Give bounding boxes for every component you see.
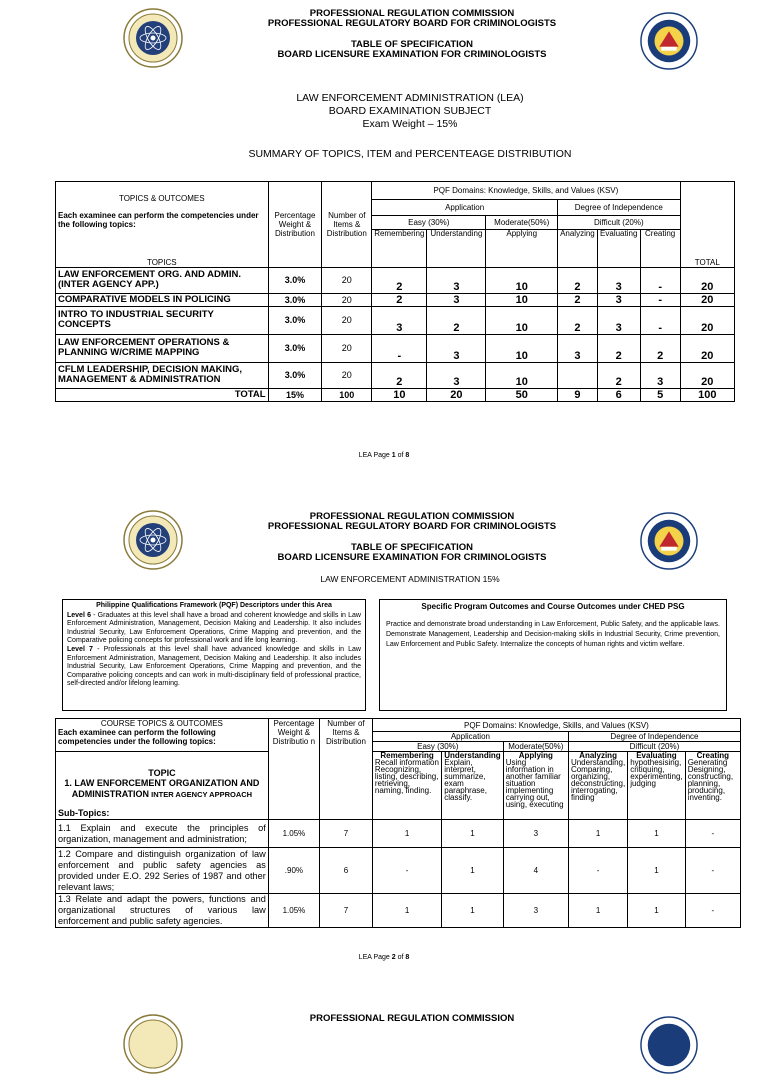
easy-header: Easy (30%) — [372, 215, 486, 229]
table-row — [56, 306, 735, 334]
pqf-level7 — [67, 646, 361, 689]
evaluating-header: Evaluating — [597, 229, 640, 267]
understanding-desc: Explain, interpret, summarize, exam paraphrase, classify. — [444, 758, 487, 802]
remembering-desc: Recall information Recognizing, listing, describing, retrieving, naming, finding. — [374, 758, 439, 795]
footer-prefix: LEA Page — [358, 954, 392, 961]
row-total: 20 — [680, 293, 734, 306]
row-eva: 3 — [597, 267, 640, 293]
row-rem: 2 — [372, 293, 427, 306]
row-rem: 2 — [372, 362, 427, 388]
row-cre: - — [640, 267, 680, 293]
creating-header: Creating — [696, 751, 730, 760]
row-cre: - — [640, 306, 680, 334]
page-footer-2 — [0, 954, 768, 961]
total-app: 50 — [486, 388, 558, 401]
topic-main — [58, 778, 266, 800]
row-cre: 3 — [640, 362, 680, 388]
row-items: 20 — [322, 362, 372, 388]
understanding-cell — [442, 752, 503, 820]
row-pct: .90% — [268, 848, 319, 894]
row-eva: 2 — [597, 362, 640, 388]
row-rem: 2 — [372, 267, 427, 293]
pct-header: Percentage Weight & Distribution — [268, 182, 322, 268]
topic-main-suffix: INTER AGENCY APPROACH — [149, 790, 253, 799]
level7-label: Level 7 — [67, 645, 93, 653]
row-und: 2 — [427, 306, 486, 334]
row-und: 3 — [427, 267, 486, 293]
row-rem: 1 — [372, 820, 441, 848]
difficult-header: Difficult (20%) — [558, 215, 681, 229]
row-app: 10 — [486, 293, 558, 306]
table-row — [56, 894, 741, 928]
row-items: 20 — [322, 293, 372, 306]
total-label: TOTAL — [56, 388, 269, 401]
remembering-header: Remembering — [380, 751, 434, 760]
total-pct: 15% — [268, 388, 322, 401]
competency-note: Each examinee can perform the following competencies under the following topics: — [58, 728, 216, 746]
row-pct: 3.0% — [268, 334, 322, 362]
table-row — [56, 848, 741, 894]
row-topic: COMPARATIVE MODELS IN POLICING — [56, 293, 269, 306]
total-items: 100 — [322, 388, 372, 401]
row-topic: CFLM LEADERSHIP, DECISION MAKING, MANAGEMENT & ADMINISTRATION — [56, 362, 269, 388]
topics-label: TOPICS — [56, 229, 269, 267]
understanding-header: Understanding — [427, 229, 486, 267]
row-total: 20 — [680, 267, 734, 293]
moderate-header: Moderate(50%) — [486, 215, 558, 229]
row-app: 3 — [503, 820, 568, 848]
row-eva: 1 — [628, 894, 685, 928]
subtopics-label: Sub-Topics: — [58, 808, 110, 818]
row-ana: 3 — [558, 334, 598, 362]
header-commission: PROFESSIONAL REGULATION COMMISSION — [309, 511, 515, 522]
row-app: 4 — [503, 848, 568, 894]
row-ana: 1 — [568, 894, 627, 928]
level7-text: - Professionals at this level shall have advanced knowledge and skills in Law Enforcement Administration, Management, Decision Making and Leadership. It also includes Industrial Security, Law Enforcement Operations, Crime Mapping and prevention, and the Comparative policing concepts and can work in multi-disciplinary field of professional practice, self-directed and/or lifelong learning. — [67, 645, 361, 688]
row-topic: LAW ENFORCEMENT OPERATIONS & PLANNING W/CRIME MAPPING — [56, 334, 269, 362]
footer-total-pages: 8 — [405, 954, 410, 961]
row-topic: LAW ENFORCEMENT ORG. AND ADMIN. (INTER AGENCY APP.) — [56, 267, 269, 293]
row-items: 7 — [320, 894, 373, 928]
header-commission: PROFESSIONAL REGULATION COMMISSION — [309, 1013, 515, 1024]
row-app: 10 — [486, 362, 558, 388]
understanding-header: Understanding — [444, 751, 501, 760]
row-app: 10 — [486, 267, 558, 293]
remembering-cell — [372, 752, 441, 820]
row-cre: - — [685, 820, 740, 848]
row-app: 10 — [486, 306, 558, 334]
analyzing-cell — [568, 752, 627, 820]
table-row — [56, 267, 735, 293]
subtopic-text: 1.1 Explain and execute the principles of organization, management and administration; — [56, 820, 269, 848]
row-cre: 2 — [640, 334, 680, 362]
ched-outcomes-box — [379, 599, 727, 711]
topics-outcomes-label: TOPICS & OUTCOMES — [118, 194, 205, 203]
evaluating-header: Evaluating — [636, 751, 677, 760]
row-rem: - — [372, 848, 441, 894]
applying-header: Applying — [518, 751, 553, 760]
pqf-box-title: Philippine Qualifications Framework (PQF) Descriptors under this Area — [96, 602, 332, 609]
application-header: Application — [372, 732, 568, 742]
row-pct: 1.05% — [268, 894, 319, 928]
table-row — [56, 362, 735, 388]
footer-prefix: LEA Page — [358, 452, 392, 459]
header-commission: PROFESSIONAL REGULATION COMMISSION — [309, 8, 515, 19]
table-row — [56, 293, 735, 306]
summary-table — [55, 181, 735, 402]
evaluating-cell — [628, 752, 685, 820]
total-cre: 5 — [640, 388, 680, 401]
row-und: 3 — [427, 293, 486, 306]
row-items: 6 — [320, 848, 373, 894]
row-eva: 1 — [628, 848, 685, 894]
creating-header: Creating — [640, 229, 680, 267]
row-und: 3 — [427, 334, 486, 362]
header-board: PROFESSIONAL REGULATORY BOARD FOR CRIMINOLOGISTS — [267, 521, 557, 532]
header-board: PROFESSIONAL REGULATORY BOARD FOR CRIMINOLOGISTS — [267, 18, 557, 29]
table-row — [56, 334, 735, 362]
total-ana: 9 — [558, 388, 598, 401]
row-und: 1 — [442, 894, 503, 928]
level6-text: - Graduates at this level shall have a broad and coherent knowledge and skills in Law Enforcement Administration, Management, Decision Making and Leadership. It also includes Industrial Security, Law Enforcement Operations, Crime Mapping and prevention, and the Comparative policing concepts for professional work and life long learning. — [67, 611, 361, 645]
footer-of: of — [395, 452, 406, 459]
row-app: 10 — [486, 334, 558, 362]
creating-cell — [685, 752, 740, 820]
table-row — [56, 820, 741, 848]
header-licensure: BOARD LICENSURE EXAMINATION FOR CRIMINOLOGISTS — [277, 552, 547, 563]
degree-header: Degree of Independence — [568, 732, 740, 742]
row-rem: 1 — [372, 894, 441, 928]
subtopic-text: 1.3 Relate and adapt the powers, functions and organizational structures of various law enforcement and public safety agencies. — [56, 894, 269, 928]
row-und: 1 — [442, 820, 503, 848]
row-rem: 3 — [372, 306, 427, 334]
row-und: 3 — [427, 362, 486, 388]
page2-title: LAW ENFORCEMENT ADMINISTRATION 15% — [320, 574, 500, 584]
total-row — [56, 388, 735, 401]
analyzing-header: Analyzing — [558, 229, 598, 267]
footer-total-pages: 8 — [405, 452, 410, 459]
row-items: 20 — [322, 306, 372, 334]
row-cre: - — [685, 848, 740, 894]
total-rem: 10 — [372, 388, 427, 401]
course-topics-table — [55, 718, 741, 928]
row-total: 20 — [680, 362, 734, 388]
subject-subtitle: BOARD EXAMINATION SUBJECT — [328, 105, 492, 117]
degree-header: Degree of Independence — [558, 200, 681, 215]
ched-box-title: Specific Program Outcomes and Course Outcomes under CHED PSG — [421, 602, 685, 611]
moderate-header: Moderate(50%) — [503, 742, 568, 752]
row-ana: - — [568, 848, 627, 894]
footer-of: of — [395, 954, 406, 961]
total-header: TOTAL — [680, 229, 734, 267]
applying-desc: Using information in another familiar situation implementing carrying out, using, executing — [505, 758, 564, 809]
row-items: 20 — [322, 334, 372, 362]
row-app: 3 — [503, 894, 568, 928]
row-topic: INTRO TO INDUSTRIAL SECURITY CONCEPTS — [56, 306, 269, 334]
header-tos: TABLE OF SPECIFICATION — [350, 39, 474, 50]
topic-label: TOPIC — [148, 768, 176, 778]
subtopic-text: 1.2 Compare and distinguish organization of law enforcement and public safety agencies as provided under E.O. 292 Series of 1987 and other relevant laws; — [56, 848, 269, 894]
row-total: 20 — [680, 334, 734, 362]
exam-weight: Exam Weight – 15% — [362, 118, 458, 130]
header-licensure: BOARD LICENSURE EXAMINATION FOR CRIMINOLOGISTS — [277, 49, 547, 60]
row-items: 20 — [322, 267, 372, 293]
row-eva: 1 — [628, 820, 685, 848]
row-pct: 3.0% — [268, 293, 322, 306]
row-pct: 3.0% — [268, 306, 322, 334]
board-criminology-seal-icon — [640, 1016, 698, 1074]
row-rem: - — [372, 334, 427, 362]
applying-cell — [503, 752, 568, 820]
creating-desc: Generating Designing, constructing, planning, producing, inventing. — [687, 758, 734, 802]
row-ana: 2 — [558, 293, 598, 306]
summary-title: SUMMARY OF TOPICS, ITEM and PERCENTEAGE DISTRIBUTION — [248, 148, 572, 160]
course-topics-label: COURSE TOPICS & OUTCOMES — [100, 719, 223, 728]
total-total: 100 — [680, 388, 734, 401]
row-eva: 3 — [597, 306, 640, 334]
total-eva: 6 — [597, 388, 640, 401]
pct-header: Percentage Weight & Distributio n — [268, 719, 319, 820]
row-eva: 3 — [597, 293, 640, 306]
header-tos: TABLE OF SPECIFICATION — [350, 542, 474, 553]
ched-box-text: Practice and demonstrate broad understanding in Law Enforcement, Public Safety, and the applicable laws. Demonstrate Management, Leadership and Decision-making skills in Industrial Security, Crime prevention, Law Enforcement and Public Safety. Internalize the concepts of human rights and victim welfare. — [386, 620, 720, 648]
application-header: Application — [372, 200, 558, 215]
row-total: 20 — [680, 306, 734, 334]
total-und: 20 — [427, 388, 486, 401]
analyzing-desc: Understanding, Comparing, organizing, deconstructing, interrogating, finding — [570, 758, 626, 802]
row-pct: 3.0% — [268, 267, 322, 293]
remembering-header: Remembering — [372, 229, 427, 267]
topic-main-text: 1. LAW ENFORCEMENT ORGANIZATION AND ADMINISTRATION — [64, 778, 260, 799]
row-eva: 2 — [597, 334, 640, 362]
pqf-header: PQF Domains: Knowledge, Skills, and Values (KSV) — [372, 719, 740, 732]
items-header: Number of Items & Distribution — [320, 719, 373, 820]
footer-page-number: 2 — [391, 954, 396, 961]
page-footer-1 — [0, 452, 768, 459]
pqf-descriptor-box — [62, 599, 366, 711]
evaluating-desc: hypothesising, critiquing, experimenting, judging — [630, 758, 683, 788]
row-cre: - — [685, 894, 740, 928]
footer-page-number: 1 — [391, 452, 396, 459]
subject-title: LAW ENFORCEMENT ADMINISTRATION (LEA) — [296, 92, 524, 104]
competency-note: Each examinee can perform the competencies under the following topics: — [58, 211, 259, 229]
row-ana: 2 — [558, 267, 598, 293]
pqf-header: PQF Domains: Knowledge, Skills, and Values (KSV) — [372, 182, 680, 200]
row-pct: 3.0% — [268, 362, 322, 388]
row-pct: 1.05% — [268, 820, 319, 848]
level6-label: Level 6 — [67, 611, 91, 619]
items-header: Number of Items & Distribution — [322, 182, 372, 268]
row-items: 7 — [320, 820, 373, 848]
row-ana — [558, 362, 598, 388]
row-cre: - — [640, 293, 680, 306]
pqf-level6 — [67, 612, 361, 646]
difficult-header: Difficult (20%) — [568, 742, 740, 752]
applying-header: Applying — [486, 229, 558, 267]
row-ana: 1 — [568, 820, 627, 848]
row-und: 1 — [442, 848, 503, 894]
analyzing-header: Analyzing — [579, 751, 617, 760]
easy-header: Easy (30%) — [372, 742, 503, 752]
row-ana: 2 — [558, 306, 598, 334]
